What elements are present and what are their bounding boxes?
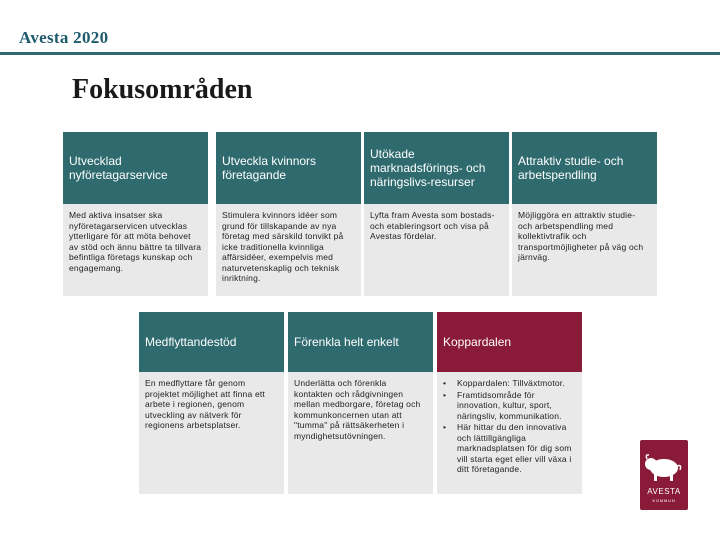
logo-text: AVESTA	[647, 487, 681, 496]
top-bar	[0, 0, 720, 53]
header-divider	[0, 52, 720, 55]
avesta-logo	[640, 440, 688, 510]
card-header	[139, 312, 284, 372]
card-header	[437, 312, 582, 372]
list-item: • Koppardalen: Tillväxtmotor.	[457, 378, 576, 389]
card-title: Utvecklad nyföretagarservice	[69, 154, 168, 182]
focus-card-forenkla	[288, 312, 433, 494]
card-body: Lyfta fram Avesta som bostads- och etableringsort och visa på Avestas fördelar.	[364, 204, 509, 296]
card-title: Medflyttandestöd	[145, 335, 237, 349]
list-item: • Framtidsområde för innovation, kultur, sport, näringsliv, kommunikation.	[457, 390, 576, 422]
card-header	[63, 132, 208, 204]
card-body: Underlätta och förenkla kontakten och rådgivningen mellan medborgare, företag och kommunkoncernen utan att "tumma" på rättsäkerheten i myndighetsutövningen.	[288, 372, 433, 494]
focus-card-koppardalen	[437, 312, 582, 494]
card-header	[512, 132, 657, 204]
bullet-list	[443, 378, 576, 475]
focus-card-marknadsforing	[364, 132, 509, 296]
card-body: En medflyttare får genom projektet möjlighet att finna ett arbete i regionen, genom utveckling av nätverk för regionens arbetsplatser.	[139, 372, 284, 494]
card-body: Möjliggöra en attraktiv studie- och arbetspendling med kollektivtrafik och transportmöjligheter på väg och järnväg.	[512, 204, 657, 296]
card-header	[216, 132, 361, 204]
card-body: Med aktiva insatser ska nyföretagarservicen utvecklas ytterligare för att möta behovet av stöd och ännu bättre ta tillvara befintliga företags kunskap och engagemang.	[63, 204, 208, 296]
focus-card-nyforetagarservice	[63, 132, 208, 296]
focus-card-pendling	[512, 132, 657, 296]
list-item: • Här hittar du den innovativa och lättillgängliga marknadsplatsen för dig som vill starta eget eller vill växa i ditt företagande.	[457, 422, 576, 475]
card-body: Stimulera kvinnors idéer som grund för tillskapande av nya företag med särskild tonvikt på icke traditionella kvinnliga affärsidéer, exempelvis med naturvetenskaplig och teknisk inriktning.	[216, 204, 361, 296]
card-title: Förenkla helt enkelt	[294, 335, 399, 349]
card-header	[288, 312, 433, 372]
focus-card-kvinnors-foretagande	[216, 132, 361, 296]
focus-card-medflyttandestod	[139, 312, 284, 494]
card-title: Utveckla kvinnors företagande	[222, 154, 317, 182]
card-body	[437, 372, 582, 494]
bison-icon	[640, 440, 688, 510]
card-title: Attraktiv studie- och arbetspendling	[518, 154, 624, 182]
logo-subtext: KOMMUN	[652, 498, 676, 503]
brand-title: Avesta 2020	[19, 28, 109, 47]
card-title: Koppardalen	[443, 335, 512, 349]
card-title: Utökade marknadsförings- och näringslivs-resurser	[370, 147, 486, 189]
card-header	[364, 132, 509, 204]
page-title: Fokusområden	[72, 74, 253, 105]
